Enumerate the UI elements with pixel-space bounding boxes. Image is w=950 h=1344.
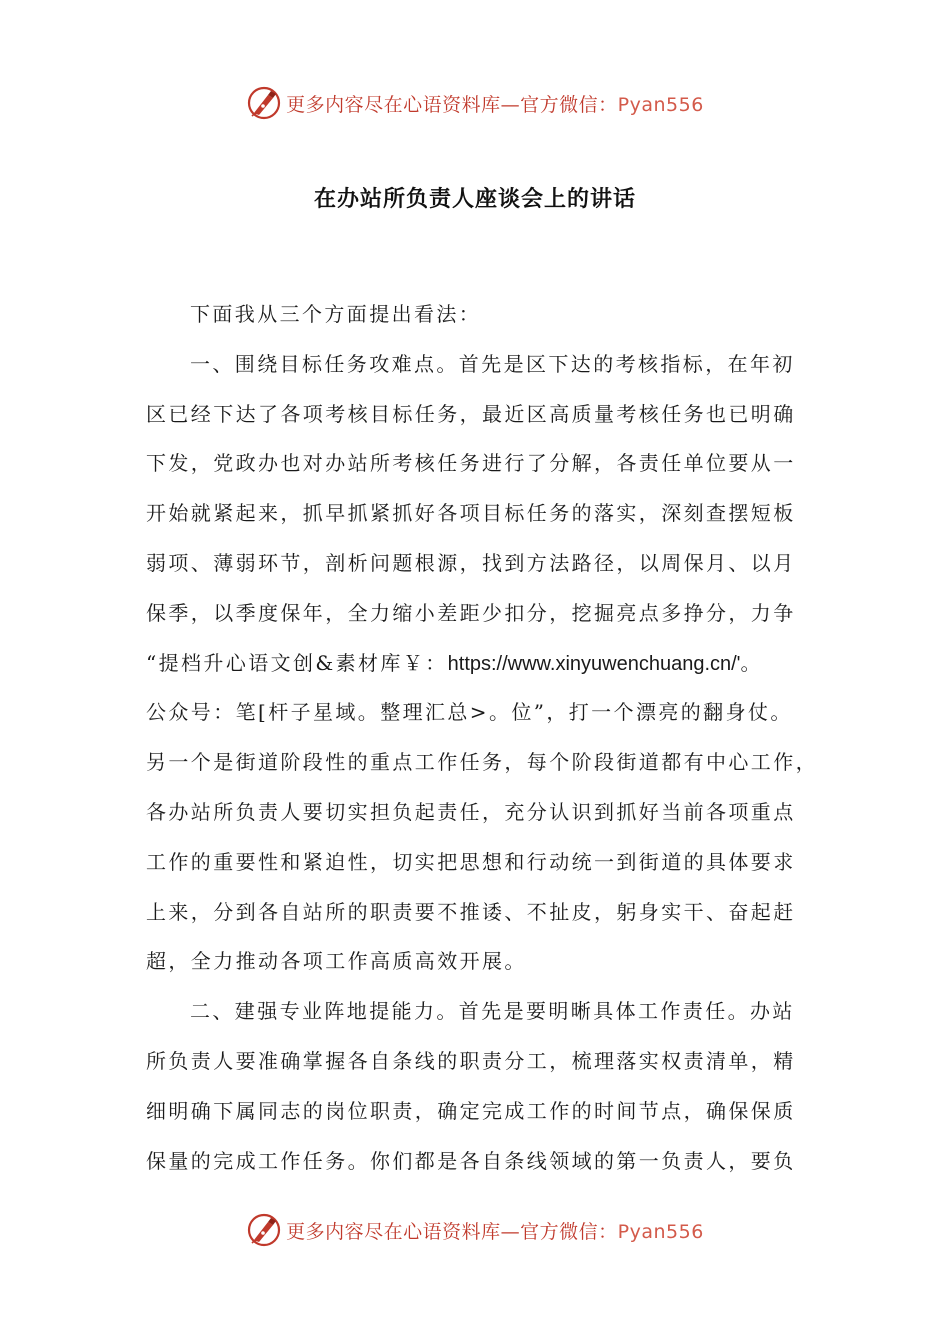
paragraph-line (146, 644, 808, 694)
pen-nib-logo-icon (246, 85, 282, 121)
footer-banner (0, 1210, 950, 1250)
paragraph-line: 保量的完成工作任务。你们都是各自条线领域的第一负责人，要负 (146, 1148, 796, 1173)
url-text: https://www.xinyuwenchuang.cn/'。 (447, 652, 761, 675)
header-banner-wechat: Pyan556 (617, 93, 704, 116)
document-body (146, 295, 818, 1191)
paragraph-line: 另一个是街道阶段性的重点工作任务，每个阶段街道都有中心工作， (146, 750, 818, 775)
paragraph-line: 各办站所负责人要切实担负起责任，充分认识到抓好当前各项重点 (146, 799, 796, 824)
paragraph-line: 细明确下属同志的岗位职责，确定完成工作的时间节点，确保保质 (146, 1098, 796, 1123)
paragraph-line: 弱项、薄弱环节，剖析问题根源，找到方法路径，以周保月、以月 (146, 550, 796, 575)
paragraph-line: 超，全力推动各项工作高质高效开展。 (146, 949, 527, 974)
paragraph-line: 保季，以季度保年，全力缩小差距少扣分，挖掘亮点多挣分，力争 (146, 600, 796, 625)
footer-banner-label: 更多内容尽在心语资料库—官方微信： (286, 1220, 618, 1243)
header-banner-label: 更多内容尽在心语资料库—官方微信： (286, 93, 618, 116)
pen-nib-logo-icon (246, 1212, 282, 1248)
paragraph-line: 下发，党政办也对办站所考核任务进行了分解，各责任单位要从一 (146, 451, 796, 476)
paragraph-line: 二、建强专业阵地提能力。首先是要明晰具体工作责任。办站 (190, 999, 795, 1024)
paragraph-line: 所负责人要准确掌握各自条线的职责分工，梳理落实权责清单，精 (146, 1048, 796, 1073)
paragraph-line: 区已经下达了各项考核目标任务，最近区高质量考核任务也已明确 (146, 401, 796, 426)
page-title: 在办站所负责人座谈会上的讲话 (313, 187, 636, 212)
footer-banner-wechat: Pyan556 (617, 1220, 704, 1243)
paragraph-line-text: “提档升心语文创&素材库￥： (146, 650, 448, 675)
footer-banner-text (286, 1217, 704, 1244)
header-banner-text (286, 90, 704, 117)
paragraph-line: 公众号：笔[杆子星域。整理汇总>。位”，打一个漂亮的翻身仗。 (146, 700, 793, 725)
paragraph-line: 开始就紧起来，抓早抓紧抓好各项目标任务的落实，深刻查摆短板 (146, 501, 796, 526)
paragraph-line: 上来，分到各自站所的职责要不推诿、不扯皮，躬身实干、奋起赶 (146, 899, 796, 924)
header-banner (0, 83, 950, 123)
paragraph-line: 下面我从三个方面提出看法： (190, 302, 482, 326)
paragraph-line: 一、围绕目标任务攻难点。首先是区下达的考核指标，在年初 (190, 351, 795, 376)
paragraph-line: 工作的重要性和紧迫性，切实把思想和行动统一到街道的具体要求 (146, 849, 796, 874)
